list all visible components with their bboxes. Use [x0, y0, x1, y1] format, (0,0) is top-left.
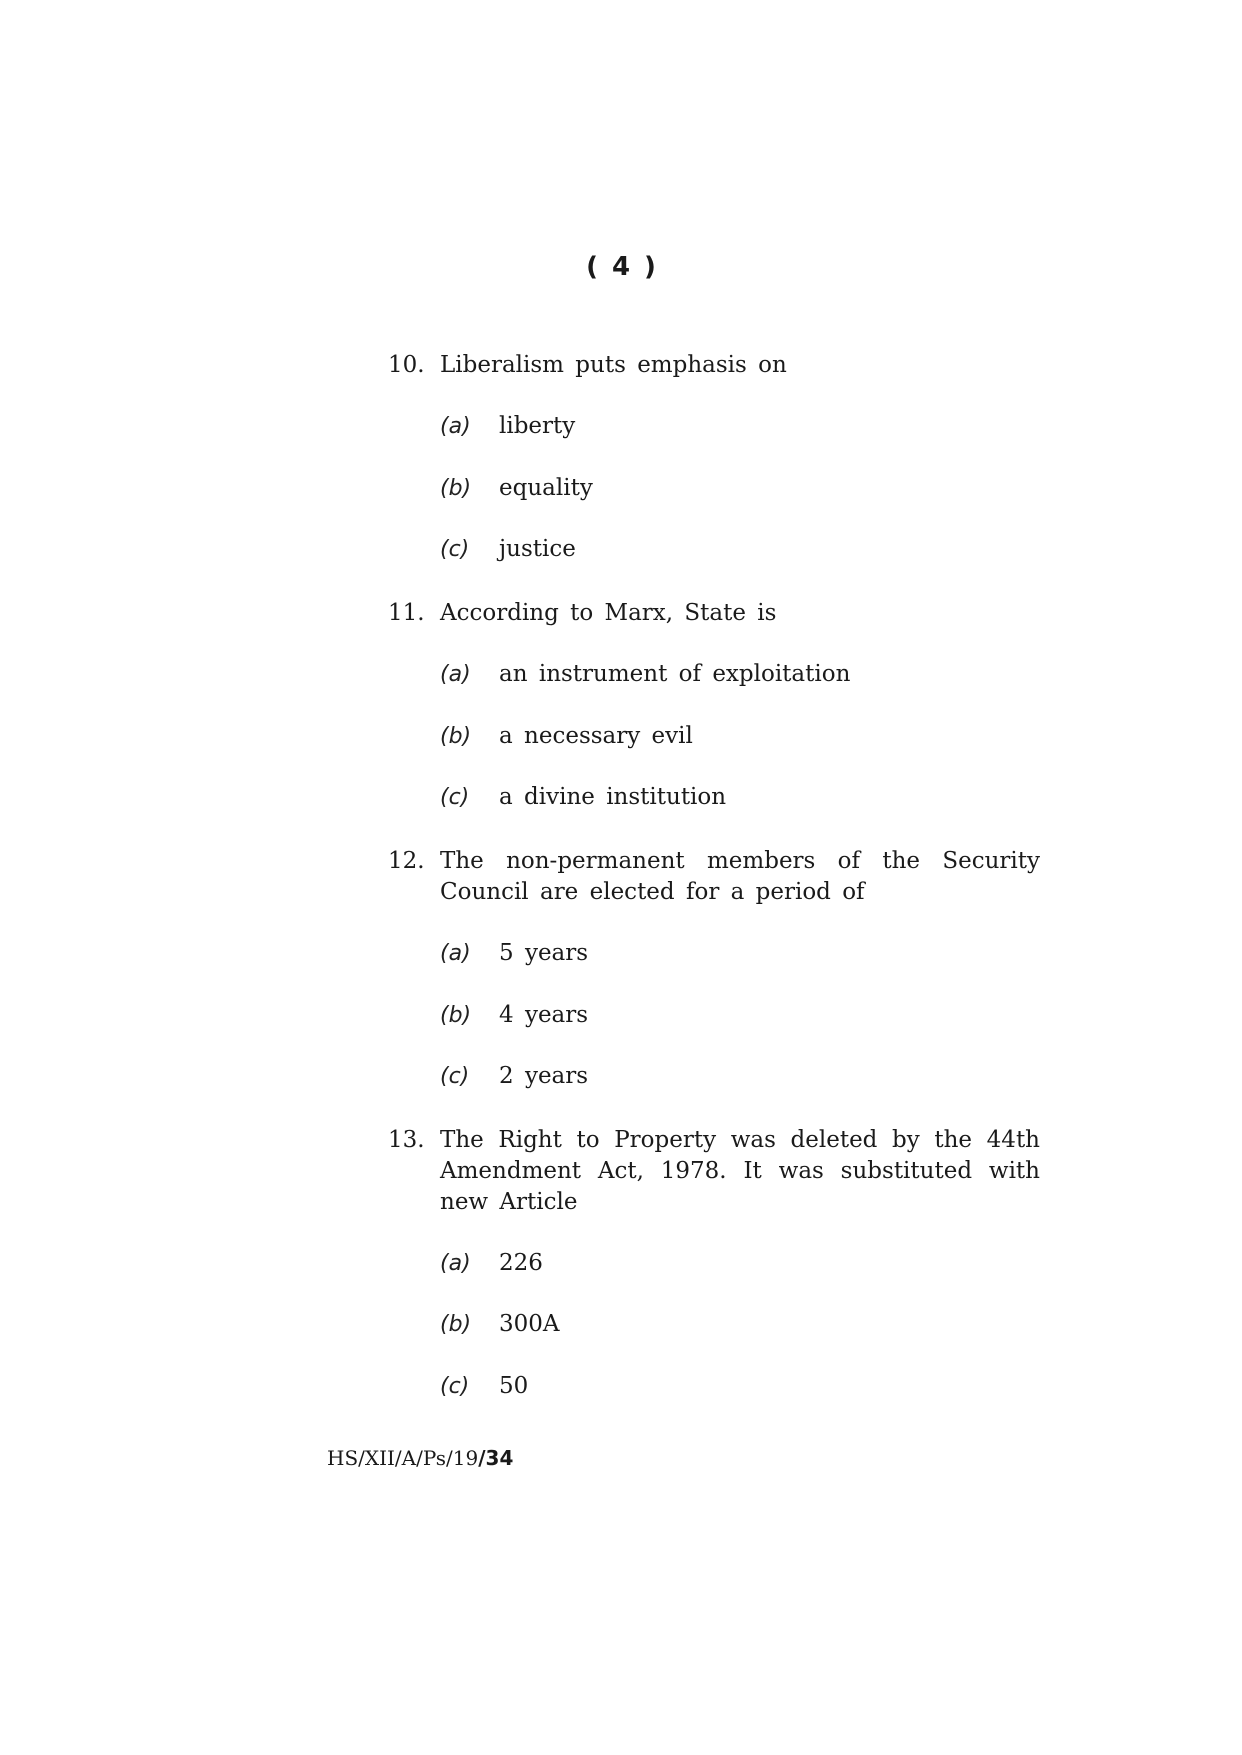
option-text: a divine institution [499, 784, 727, 810]
option-label: (a) [440, 662, 471, 687]
option-text: justice [499, 536, 576, 562]
option-text: 300A [499, 1311, 560, 1337]
question-number: 10. [388, 352, 425, 378]
question-text: According to Marx, State is [440, 600, 777, 626]
option-label: (b) [440, 1312, 472, 1337]
option-text: 4 years [499, 1002, 589, 1028]
paper-code-footer [327, 1446, 513, 1470]
option-text: 226 [499, 1250, 543, 1276]
question-text: The non-permanent members of the Security Council are elected for a period of [440, 848, 1040, 905]
option-text: a necessary evil [499, 723, 693, 749]
option-label: (c) [440, 785, 470, 810]
question-12-option-b [440, 1000, 588, 1031]
question-12-option-a [440, 938, 588, 969]
option-label: (c) [440, 1064, 470, 1089]
option-label: (b) [440, 476, 472, 501]
option-text: liberty [499, 413, 576, 439]
page-number [0, 252, 1242, 282]
option-text: equality [499, 475, 593, 501]
option-text: an instrument of exploitation [499, 661, 851, 687]
option-label: (a) [440, 414, 471, 439]
question-11-option-c [440, 782, 726, 813]
option-text: 50 [499, 1373, 529, 1399]
question-13-option-c [440, 1371, 528, 1402]
question-10 [388, 350, 1040, 381]
option-label: (a) [440, 1251, 471, 1276]
question-11-option-b [440, 721, 693, 752]
question-10-option-c [440, 534, 576, 565]
page-number-value: 4 [611, 252, 631, 282]
paper-code-suffix: /34 [478, 1446, 514, 1470]
question-10-option-a [440, 411, 575, 442]
question-text: The Right to Property was deleted by the 44th Amendment Act, 1978. It was substituted with new Article [440, 1127, 1040, 1215]
question-number: 12. [388, 848, 425, 874]
option-text: 2 years [499, 1063, 589, 1089]
page-number-close-paren: ) [644, 252, 656, 282]
paper-code: HS/XII/A/Ps/19 [327, 1446, 479, 1470]
question-13 [388, 1125, 1040, 1218]
question-number: 13. [388, 1127, 425, 1153]
option-text: 5 years [499, 940, 589, 966]
question-text: Liberalism puts emphasis on [440, 352, 787, 378]
option-label: (c) [440, 1374, 470, 1399]
page-number-open-paren: ( [586, 252, 598, 282]
question-number: 11. [388, 600, 425, 626]
question-13-option-b [440, 1309, 560, 1340]
option-label: (b) [440, 1003, 472, 1028]
question-13-option-a [440, 1248, 543, 1279]
option-label: (b) [440, 724, 472, 749]
option-label: (a) [440, 941, 471, 966]
question-11-option-a [440, 659, 850, 690]
option-label: (c) [440, 537, 470, 562]
question-12 [388, 846, 1040, 908]
question-10-option-b [440, 473, 593, 504]
question-11 [388, 598, 1040, 629]
question-12-option-c [440, 1061, 588, 1092]
